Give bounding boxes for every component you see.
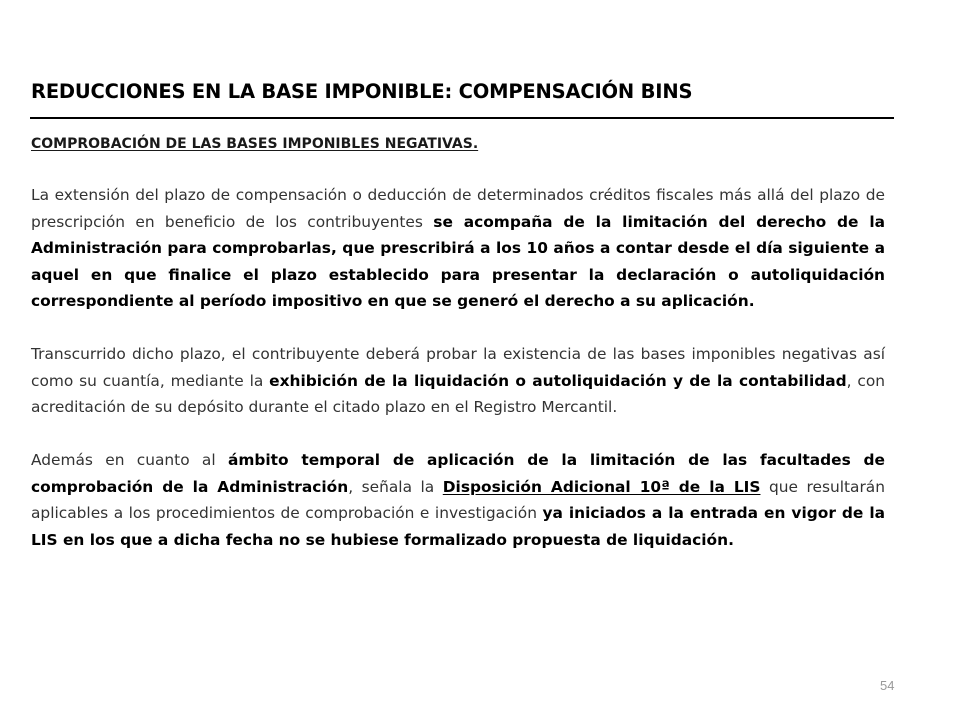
paragraph-1-bold: se acompaña de la limitación del derecho de la Administración para comprobarlas, que prescribirá a los 10 años a contar desde el día siguiente a aquel en que finalice el plazo establecido para presentar la declaración o autoliquidación correspondiente al período impositivo en que se generó el derecho a su aplicación. [31, 212, 885, 310]
paragraph-3-text-middle: , señala la [348, 477, 443, 496]
paragraph-3-text-after-reference: que resultarán aplicables a los procedimientos de comprobación e investigación [31, 477, 885, 522]
title-divider [30, 117, 894, 119]
paragraph-3-text-start: Además en cuanto al [31, 451, 228, 469]
paragraph-3-reference-text: Disposición Adicional 10ª de la LIS [442, 477, 761, 496]
paragraph-2-text-start: Transcurrido dicho plazo, el contribuyente deberá probar la existencia de las bases imponibles negativas así como su cuantía, mediante la [31, 345, 885, 390]
slide-title: REDUCCIONES EN LA BASE IMPONIBLE: COMPENSACIÓN BINS [31, 80, 693, 103]
paragraph-3-bold-scope: ámbito temporal de aplicación de la limitación de las facultades de comprobación de la Administración [31, 451, 885, 496]
paragraph-3-reference-disposicion [443, 478, 761, 496]
paragraph-3-bold-procedures: ya iniciados a la entrada en vigor de la LIS en los que a dicha fecha no se hubiese formalizado propuesta de liquidación [31, 504, 885, 549]
paragraph-1 [31, 182, 885, 315]
body-text [31, 182, 885, 580]
paragraph-2 [31, 341, 885, 421]
paragraph-3 [31, 447, 885, 553]
paragraph-2-text-end: , con acreditación de su depósito durante el citado plazo en el Registro Mercantil. [31, 371, 885, 416]
page-number: 54 [880, 678, 895, 693]
section-heading: COMPROBACIÓN DE LAS BASES IMPONIBLES NEGATIVAS. [31, 136, 479, 152]
paragraph-1-text: La extensión del plazo de compensación o deducción de determinados créditos fiscales más allá del plazo de prescripción en beneficio de los contribuyentes [31, 186, 885, 231]
paragraph-3-final-period: . [728, 530, 734, 549]
paragraph-2-bold: exhibición de la liquidación o autoliquidación y de la contabilidad [269, 371, 847, 390]
